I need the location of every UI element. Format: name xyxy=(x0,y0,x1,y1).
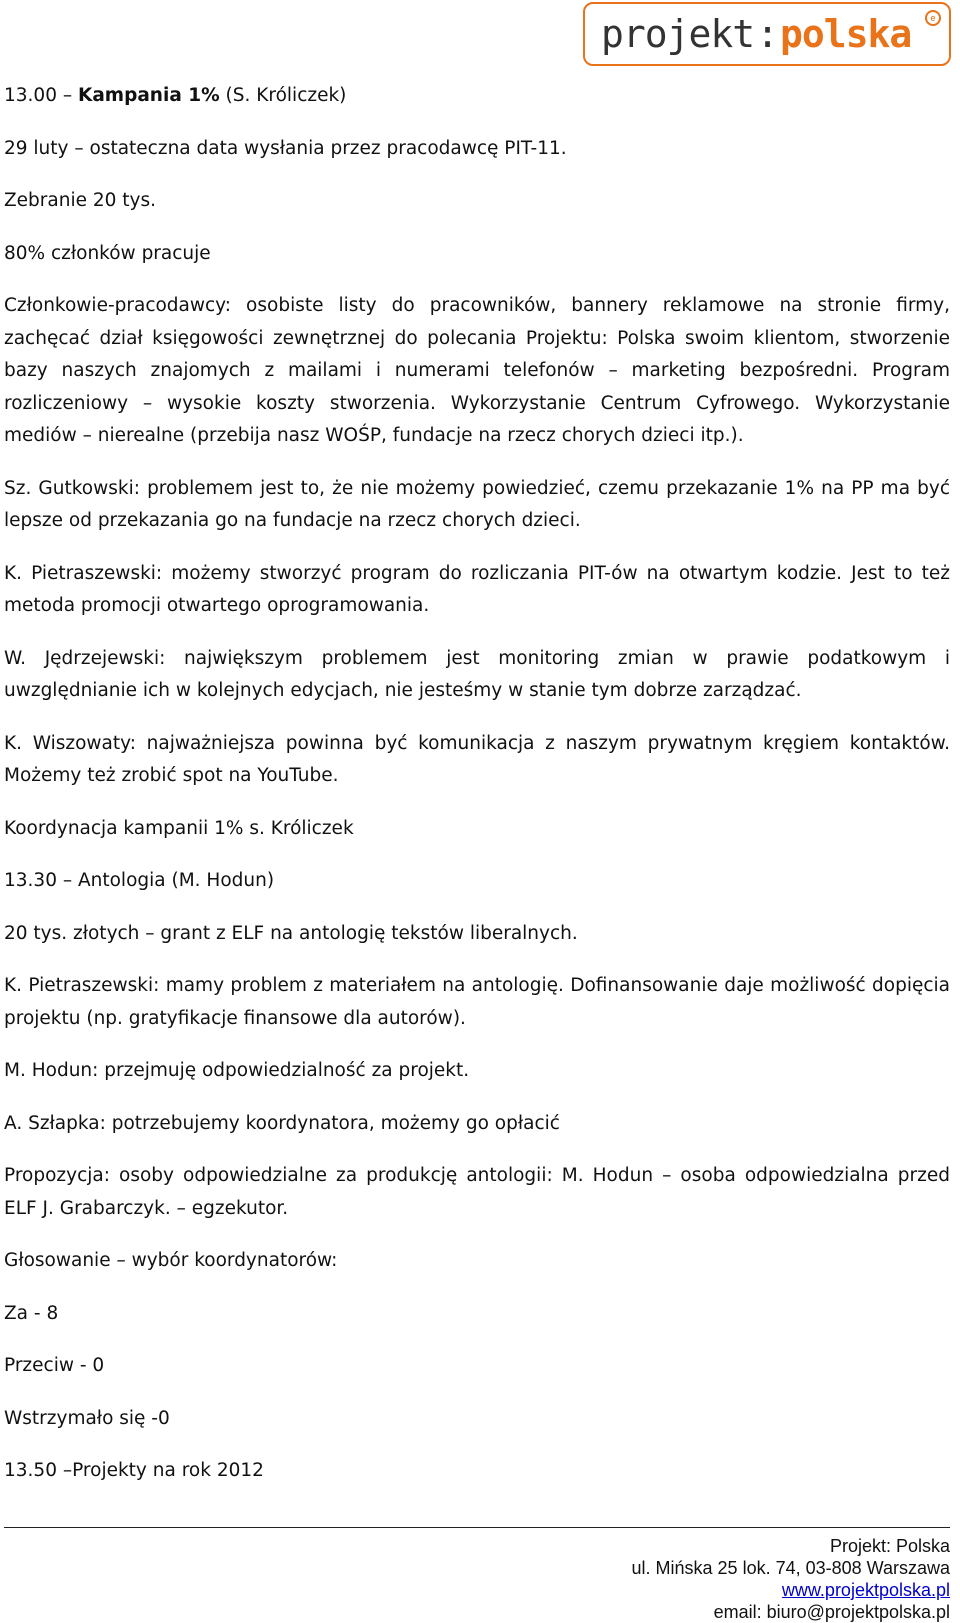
vote-abstain: Wstrzymało się -0 xyxy=(4,1407,170,1429)
vote-against: Przeciw - 0 xyxy=(4,1355,105,1376)
paragraph: M. Hodun: przejmuję odpowiedzialność za projekt. xyxy=(4,1060,470,1081)
paragraph: K. Wiszowaty: najważniejsza powinna być komunikacja z naszym prywatnym kręgiem kontaktów. Możemy też zrobić spot na YouTube. xyxy=(4,732,950,786)
vote-heading: Głosowanie – wybór koordynatorów: xyxy=(4,1250,338,1271)
footer xyxy=(632,1535,950,1623)
paragraph: 80% członków pracuje xyxy=(4,242,211,264)
paragraph: Koordynacja kampanii 1% s. Króliczek xyxy=(4,817,354,839)
paragraph: 20 tys. złotych – grant z ELF na antologię tekstów liberalnych. xyxy=(4,922,578,944)
agenda-item-projekty: 13.50 –Projekty na rok 2012 xyxy=(4,1460,264,1481)
logo-word-projekt: projekt xyxy=(601,12,755,56)
paragraph: 29 luty – ostateczna data wysłania przez pracodawcę PIT-11. xyxy=(4,137,567,159)
paragraph: K. Pietraszewski: mamy problem z materiałem na antologię. Dofinansowanie daje możliwość dopięcia projektu (np. gratyfikacje finansowe dla autorów). xyxy=(4,975,950,1029)
projekt-polska-logo xyxy=(583,2,951,66)
agenda-presenter: (S. Króliczek) xyxy=(219,85,347,106)
paragraph: A. Szłapka: potrzebujemy koordynatora, możemy go opłacić xyxy=(4,1112,560,1134)
footer-divider xyxy=(4,1527,950,1528)
agenda-item-antologia: 13.30 – Antologia (M. Hodun) xyxy=(4,870,275,891)
logo-word-polska: polska xyxy=(780,12,912,56)
footer-email[interactable]: email: biuro@projektpolska.pl xyxy=(713,1602,950,1622)
logo-separator: : xyxy=(756,12,779,56)
document-body xyxy=(4,80,950,1508)
paragraph: Sz. Gutkowski: problemem jest to, że nie możemy powiedzieć, czemu przekazanie 1% na PP ma być lepsze od przekazania go na fundacje na rzecz chorych dzieci. xyxy=(4,477,950,531)
logo-badge-icon: e xyxy=(925,10,941,26)
agenda-time: 13.00 – xyxy=(4,85,78,106)
agenda-title: Kampania 1% xyxy=(77,85,220,106)
agenda-item-kampania xyxy=(4,80,950,113)
footer-address: ul. Mińska 25 lok. 74, 03-808 Warszawa xyxy=(631,1558,950,1578)
footer-website-link[interactable]: www.projektpolska.pl xyxy=(781,1580,950,1600)
paragraph: Propozycja: osoby odpowiedzialne za produkcję antologii: M. Hodun – osoba odpowiedzialna przed ELF J. Grabarczyk. – egzekutor. xyxy=(4,1165,950,1219)
paragraph: W. Jędrzejewski: największym problemem jest monitoring zmian w prawie podatkowym i uwzględnianie ich w kolejnych edycjach, nie jesteśmy w stanie tym dobrze zarządzać. xyxy=(4,647,950,701)
paragraph: Członkowie-pracodawcy: osobiste listy do pracowników, bannery reklamowe na stronie firmy, zachęcać dział księgowości zewnętrznej do polecania Projektu: Polska swoim klientom, stworzenie bazy naszych znajomych z mailami i numerami telefonów – marketing bezpośredni. Program rozliczeniowy – wysokie koszty stworzenia. Wykorzystanie Centrum Cyfrowego. Wykorzystanie mediów – nierealne (przebija nasz WOŚP, fundacje na rzecz chorych dzieci itp.). xyxy=(4,295,950,446)
vote-for: Za - 8 xyxy=(4,1302,59,1324)
paragraph: Zebranie 20 tys. xyxy=(4,190,157,211)
paragraph: K. Pietraszewski: możemy stworzyć program do rozliczania PIT-ów na otwartym kodzie. Jest to też metoda promocji otwartego oprogramowania. xyxy=(4,562,950,616)
footer-org: Projekt: Polska xyxy=(829,1536,950,1556)
